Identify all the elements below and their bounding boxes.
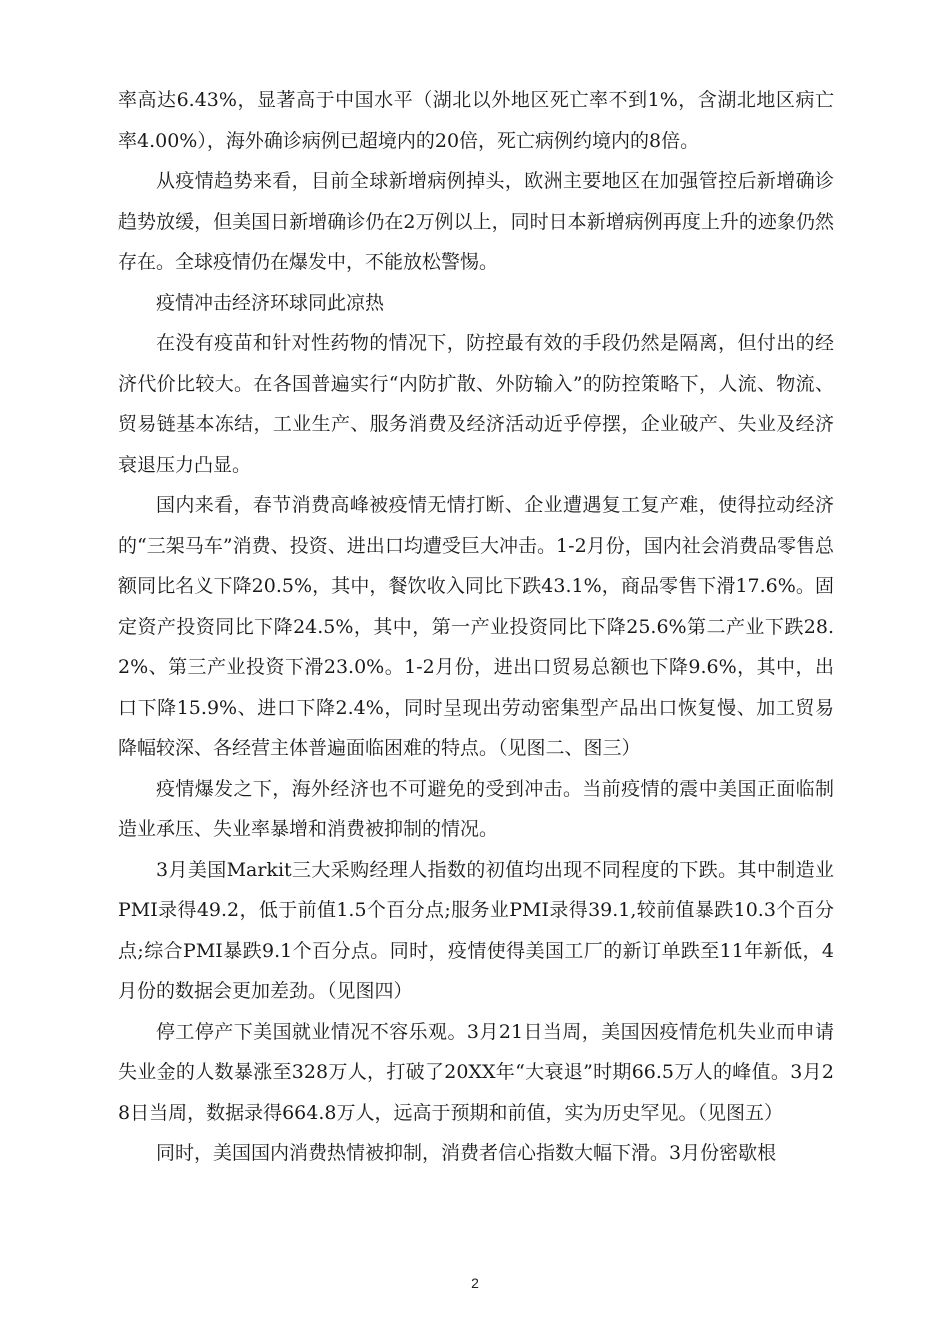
paragraph-epidemic-trend: 从疫情趋势来看，目前全球新增病例掉头，欧洲主要地区在加强管控后新增确诊趋势放缓，但美国日新增确诊仍在2万例以上，同时日本新增病例再度上升的迹象仍然存在。全球疫情仍在爆发中，不能放松警惕。 bbox=[118, 170, 834, 273]
paragraph-overseas-economy: 疫情爆发之下，海外经济也不可避免的受到冲击。当前疫情的震中美国正面临制造业承压、失业率暴增和消费被抑制的情况。 bbox=[118, 777, 834, 840]
paragraph-continued: 率高达6.43%，显著高于中国水平（湖北以外地区死亡率不到1%，含湖北地区病亡率4.00%），海外确诊病例已超境内的20倍，死亡病例约境内的8倍。 bbox=[118, 89, 834, 152]
paragraph-domestic-economy: 国内来看，春节消费高峰被疫情无情打断、企业遭遇复工复产难，使得拉动经济的“三架马车”消费、投资、进出口均遭受巨大冲击。1-2月份，国内社会消费品零售总额同比名义下降20.5%，其中，餐饮收入同比下跌43.1%，商品零售下滑17.6%。固定资产投资同比下降24.5%，其中，第一产业投资同比下降25.6%第二产业下跌28.2%、第三产业投资下滑23.0%。1-2月份，进出口贸易总额也下降9.6%，其中，出口下降15.9%、进口下降2.4%，同时呈现出劳动密集型产品出口恢复慢、加工贸易降幅较深、各经营主体普遍面临困难的特点。（见图二、图三） bbox=[118, 494, 834, 759]
paragraph-isolation-cost: 在没有疫苗和针对性药物的情况下，防控最有效的手段仍然是隔离，但付出的经济代价比较大。在各国普遍实行“内防扩散、外防输入”的防控策略下，人流、物流、贸易链基本冻结，工业生产、服务消费及经济活动近乎停摆，企业破产、失业及经济衰退压力凸显。 bbox=[118, 332, 834, 476]
section-heading: 疫情冲击经济环球同此凉热 bbox=[156, 291, 385, 314]
paragraph-employment: 停工停产下美国就业情况不容乐观。3月21日当周，美国因疫情危机失业而申请失业金的人数暴涨至328万人，打破了20XX年“大衰退”时期66.5万人的峰值。3月28日当周，数据录得664.8万人，远高于预期和前值，实为历史罕见。（见图五） bbox=[118, 1020, 834, 1124]
page-number: 2 bbox=[471, 1275, 479, 1291]
paragraph-pmi: 3月美国Markit三大采购经理人指数的初值均出现不同程度的下跌。其中制造业PMI录得49.2，低于前值1.5个百分点;服务业PMI录得39.1,较前值暴跌10.3个百分点;综合PMI暴跌9.1个百分点。同时，疫情使得美国工厂的新订单跌至11年新低，4月份的数据会更加差劲。（见图四） bbox=[118, 858, 834, 1002]
paragraph-consumption: 同时，美国国内消费热情被抑制，消费者信心指数大幅下滑。3月份密歇根 bbox=[156, 1142, 777, 1164]
body-text bbox=[118, 80, 834, 1174]
